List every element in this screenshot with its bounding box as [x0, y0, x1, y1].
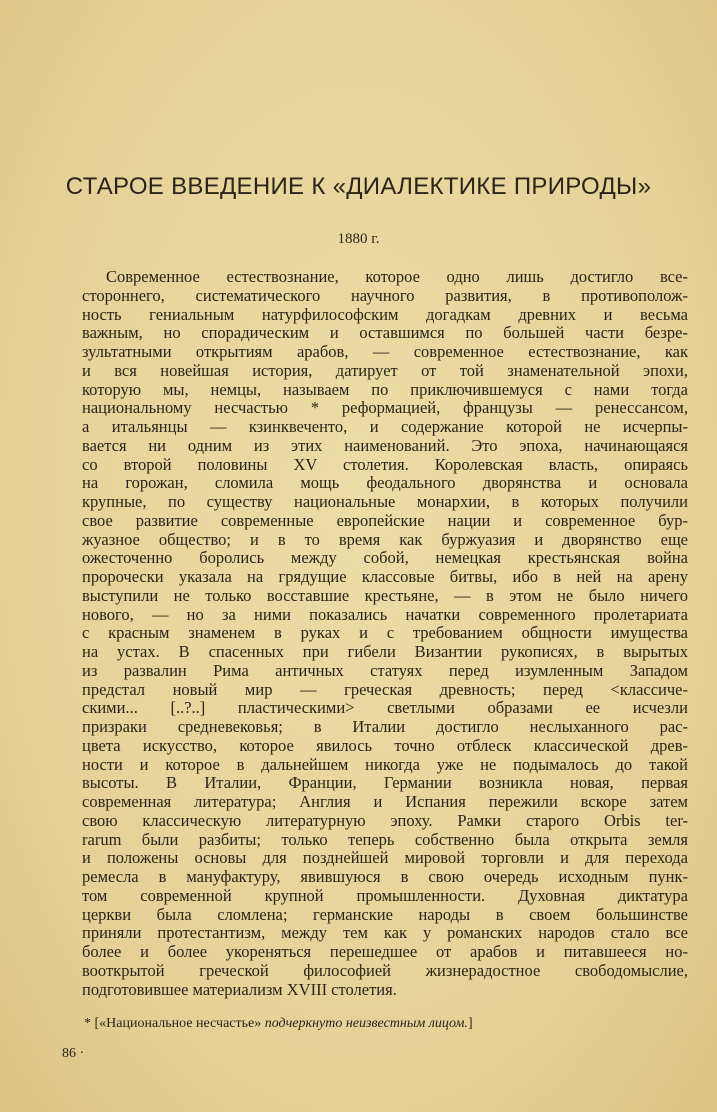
- text-line: высоты. В Италии, Франции, Германии возникла новая, первая: [82, 773, 688, 793]
- text-line: более и более укореняться перешедшее от арабов и питавшееся но-: [82, 942, 688, 961]
- text-line: нового, — но за ними показались начатки современного пролетариата: [82, 604, 688, 624]
- text-line: свое развитие современные европейские нации и современное бур-: [82, 510, 688, 530]
- footnote-marker: * [: [84, 1016, 100, 1031]
- text-line: предстал новый мир — греческая древность; перед <классиче-: [82, 679, 688, 699]
- text-line: национальному несчастью * реформацией, французы — ренессансом,: [82, 398, 688, 418]
- text-line: свою классическую литературную эпоху. Рамки старого Orbis ter-: [82, 810, 688, 830]
- text-line: приняли протестантизм, между тем как у романских народов стало все: [82, 923, 688, 943]
- text-line: современная литература; Англия и Испания пережили вскоре затем: [82, 792, 688, 811]
- text-line: скими... [..?..] пластическими> светлыми образами ее исчезли: [82, 698, 688, 718]
- text-line: из развалин Рима античных статуях перед изумленным Западом: [82, 660, 688, 680]
- text-line: на горожан, сломила мощь феодального дворянства и основала: [82, 473, 688, 493]
- text-line: важным, но спорадическим и оставшимся по большей части безре-: [82, 323, 688, 343]
- text-line: подготовившее материализм XVIII столетия.: [82, 979, 397, 999]
- chapter-title: СТАРОЕ ВВЕДЕНИЕ К «ДИАЛЕКТИКЕ ПРИРОДЫ»: [65, 173, 652, 200]
- text-line: пророчески указала на грядущие классовые битвы, ибо в ней на арену: [82, 567, 688, 586]
- text-line: цвета искусство, которое явилось точно отблеск классической древ-: [82, 735, 688, 755]
- text-line: которую мы, немцы, называем по приключившемуся с нами тогда: [82, 379, 688, 399]
- chapter-year: 1880 г.: [337, 231, 380, 247]
- page-number: 86 ·: [62, 1046, 85, 1061]
- text-line: ожесточенно боролись между собой, немецкая крестьянская война: [82, 548, 688, 568]
- text-line: rarum были разбиты; только теперь собственно была открыта земля: [82, 829, 688, 849]
- text-line: ность гениальным натурфилософским догадкам древних и весьма: [82, 304, 688, 324]
- text-line: Современное естествознание, которое одно лишь достигло все-: [106, 267, 688, 286]
- text-line: выступили не только восставшие крестьяне, — в этом не было ничего: [82, 585, 688, 605]
- footnote: [84, 1016, 473, 1032]
- text-line: и вся новейшая история, датирует от той знаменательной эпохи,: [82, 360, 688, 380]
- text-line: вооткрытой греческой философией жизнерадостное свободомыслие,: [82, 960, 688, 980]
- text-line: стороннего, систематического научного развития, в противополож-: [82, 285, 688, 305]
- text-line: вается ни одним из этих наименований. Это эпоха, начинающаяся: [82, 435, 688, 455]
- text-line: а итальянцы — кзинквеченто, и содержание которой не исчерпы-: [82, 417, 688, 436]
- text-line: призраки средневековья; в Италии достигло неслыханного рас-: [82, 717, 688, 736]
- text-line: крупные, по существу национальные монархии, в которых получили: [82, 492, 688, 511]
- text-line: церкви была сломлена; германские народы в своем большинстве: [82, 904, 688, 924]
- text-line: с красным знаменем в руках и с требованием общности имущества: [82, 623, 688, 643]
- text-line: и положены основы для позднейшей мировой торговли и для перехода: [82, 848, 688, 868]
- text-line: со второй половины XV столетия. Королевская власть, опираясь: [82, 454, 688, 474]
- body-text: [82, 268, 688, 999]
- text-line: ности и которое в дальнейшем никогда уже не подымалось до такой: [82, 754, 688, 774]
- text-line: на устах. В спасенных при гибели Византии рукописях, в вырытых: [82, 642, 688, 661]
- text-line: жуазное общество; и в то время как буржуазия и дворянство еще: [82, 529, 688, 549]
- footnote-quote: «Национальное несчастье»: [99, 1016, 262, 1031]
- text-line: том современной крупной промышленности. Духовная диктатура: [82, 885, 688, 905]
- footnote-close: ]: [467, 1016, 473, 1031]
- text-line: ремесла в мануфактуру, явившуюся в свою очередь исходным пунк-: [82, 867, 688, 886]
- footnote-note: подчеркнуто неизвестным лицом.: [261, 1016, 468, 1031]
- text-line: зультатными открытиям арабов, — современное естествознание, как: [82, 342, 688, 361]
